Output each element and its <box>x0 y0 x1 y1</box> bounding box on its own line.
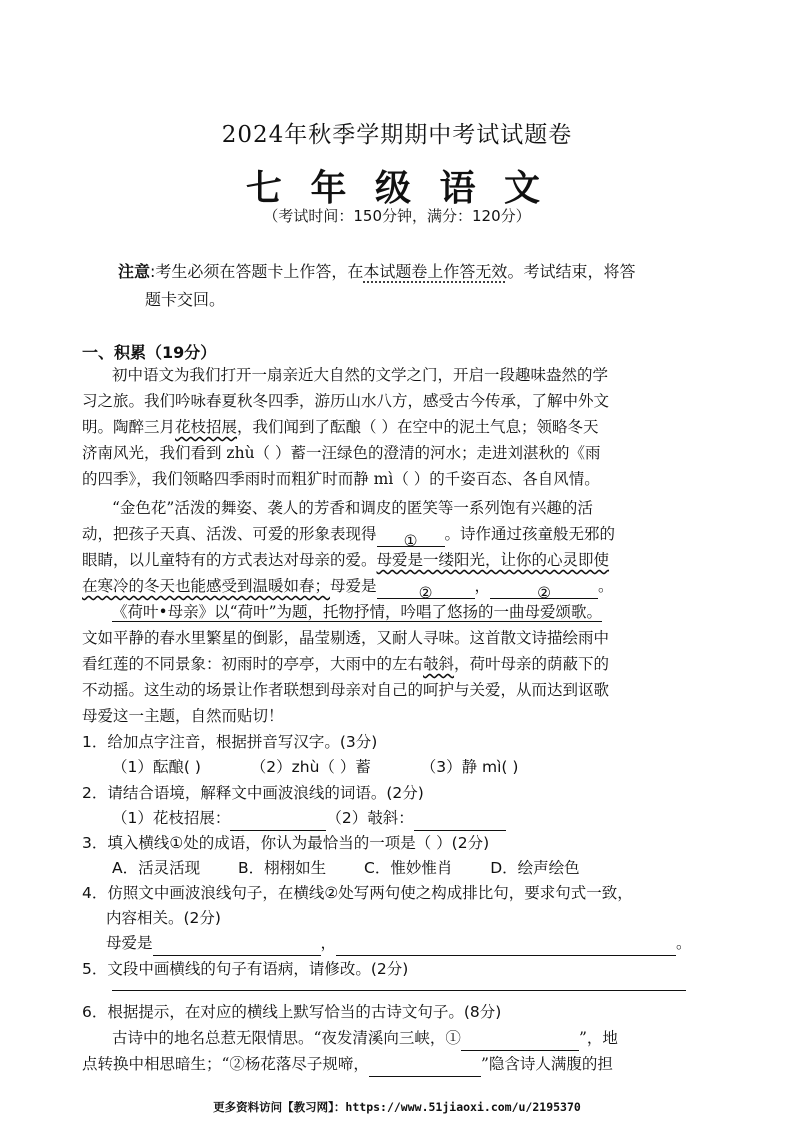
p3-line-5: 母爱这一主题，自然而贴切！ <box>82 707 284 725</box>
q6-line-1 <box>112 1025 752 1051</box>
p2-text: 。诗作通过孩童般无邪的 <box>444 525 616 543</box>
p2-text: 母爱是 <box>330 577 377 595</box>
wavy-sentence-start: 母爱是一缕阳光，让你的心灵即使 <box>376 551 610 569</box>
q4-comma: ， <box>320 934 337 952</box>
blank-2a: ② <box>377 580 475 599</box>
q5-answer-line[interactable] <box>112 990 686 991</box>
q6-text-2a: 点转换中相思暗生；“②杨花落尽子规啼， <box>82 1055 369 1073</box>
q3-option-d: D．绘声绘色 <box>490 859 580 877</box>
p3-line-3 <box>82 651 722 677</box>
q3-option-c: C．惟妙惟肖 <box>364 859 453 877</box>
q3-option-b: B．栩栩如生 <box>237 859 327 877</box>
underlined-sentence: 《荷叶•母亲》以“荷叶”为题，托物抒情，吟唱了悠扬的一曲母爱颂歌。 <box>112 603 602 621</box>
question-3-options <box>112 856 752 881</box>
q6-line-2 <box>82 1051 722 1077</box>
p1-line-5: 的四季》，我们领略四季雨时而粗犷时而静 mì（ ）的千姿百态、各自风情。 <box>82 470 600 488</box>
q6-text-2b: ”隐含诗人满腹的担 <box>480 1055 613 1073</box>
section-heading: 一、积累（19分） <box>82 343 217 362</box>
question-2-items <box>112 806 752 831</box>
footer-link[interactable]: 更多资料访问【教习网】：https://www.51jiaoxi.com/u/2195370 <box>213 1100 581 1114</box>
question-2: 2．请结合语境，解释文中画波浪线的词语。(2分) <box>82 784 424 802</box>
blank-2b: ② <box>490 580 598 599</box>
p3-line-2: 文如平静的春水里繁星的倒影，晶莹剔透，又耐人寻味。这首散文诗描绘雨中 <box>82 629 610 647</box>
q1-item-1: （1）酝酿( ) <box>112 758 201 776</box>
question-4-cont: 内容相关。(2分) <box>106 909 221 927</box>
wavy-word-1: 花枝招展 <box>175 418 238 436</box>
p3-line-1 <box>112 599 752 625</box>
question-5: 5．文段中画横线的句子有语病，请修改。(2分) <box>82 960 409 978</box>
p2-line-1: “金色花”活泼的舞姿、袭人的芳香和调皮的匿笑等一系列饱有兴趣的活 <box>112 499 593 517</box>
exam-title: 2024年秋季学期期中考试试题卷 <box>221 122 573 148</box>
q2-blank-1[interactable] <box>230 812 326 831</box>
q2-blank-2[interactable] <box>414 812 506 831</box>
p3-line-4: 不动摇。这生动的场景让作者联想到母亲对自己的呵护与关爱，从而达到讴歌 <box>82 681 610 699</box>
subject-title: 七 年 级 语 文 <box>245 168 549 209</box>
notice-line-2: 题卡交回。 <box>145 290 226 309</box>
p2-line-3 <box>82 547 722 573</box>
p1-line-2: 习之旅。我们吟咏春夏秋冬四季，游历山水八方，感受古今传承，了解中外文 <box>82 392 610 410</box>
q3-option-a: A．活灵活现 <box>112 859 201 877</box>
q4-prefix: 母爱是 <box>106 934 153 952</box>
question-3: 3．填入横线①处的成语，你认为最恰当的一项是（ ）(2分) <box>82 834 490 852</box>
q4-end: 。 <box>676 934 692 952</box>
q6-blank-2[interactable] <box>369 1058 481 1077</box>
p1-line-4: 济南风光，我们看到 zhù（ ）蓄一汪绿色的澄清的河水；走进刘湛秋的《雨 <box>82 444 601 462</box>
question-1-items <box>112 755 752 780</box>
p2-line-2 <box>82 521 722 550</box>
wavy-sentence-end: 在寒冷的冬天也能感受到温暖如春； <box>82 577 331 595</box>
notice-emphasis: 本试题卷上作答无效 <box>363 262 508 281</box>
p1-text: 明。陶醉三月 <box>82 418 176 436</box>
q6-text-1b: ”，地 <box>578 1029 618 1047</box>
p1-line-3 <box>82 414 722 440</box>
p2-text: 眼睛，以儿童特有的方式表达对母亲的爱。 <box>82 551 377 569</box>
p2-line-4 <box>82 573 722 602</box>
notice-text-b: 。考试结束，将答 <box>507 262 636 281</box>
blank-1: ① <box>377 528 445 547</box>
p2-text: 动，把孩子天真、活泼、可爱的形象表现得 <box>82 525 377 543</box>
q6-text-1a: 古诗中的地名总惹无限情思。“夜发清溪向三峡，① <box>112 1029 461 1047</box>
q4-blank-1[interactable] <box>153 937 321 956</box>
q6-blank-1[interactable] <box>461 1032 579 1051</box>
notice-line-1 <box>118 259 718 285</box>
p2-text: ， <box>474 577 491 595</box>
notice-label: 注意 <box>118 262 151 281</box>
question-1: 1．给加点字注音，根据拼音写汉字。(3分) <box>82 733 378 751</box>
question-4: 4．仿照文中画波浪线句子，在横线②处写两句使之构成排比句，要求句式一致， <box>82 884 633 902</box>
p1-text: ，我们闻到了酝酿（ ）在空中的泥土气息；领略冬天 <box>237 418 599 436</box>
wavy-word-2: 攲斜 <box>423 655 455 673</box>
notice-text-a: :考生必须在答题卡上作答，在 <box>150 262 364 281</box>
p2-text: 。 <box>598 577 614 595</box>
question-6: 6．根据提示，在对应的横线上默写恰当的古诗文句子。(8分) <box>82 1003 502 1021</box>
q2-item-1: （1）花枝招展： <box>112 809 231 827</box>
exam-info: （考试时间：150分钟，满分：120分） <box>263 207 531 225</box>
p3-text: 看红莲的不同景象：初雨时的亭亭，大雨中的左右 <box>82 655 424 673</box>
q1-item-3: （3）静 mì( ) <box>420 758 519 776</box>
q1-item-2: （2）zhù（ ）蓄 <box>250 758 371 776</box>
p3-text: ，荷叶母亲的荫蔽下的 <box>454 655 610 673</box>
q2-item-2: （2）攲斜： <box>326 809 414 827</box>
p1-line-1: 初中语文为我们打开一扇亲近大自然的文学之门，开启一段趣味盎然的学 <box>112 366 609 384</box>
q4-blank-2[interactable] <box>336 937 676 956</box>
question-4-answer <box>106 931 746 956</box>
